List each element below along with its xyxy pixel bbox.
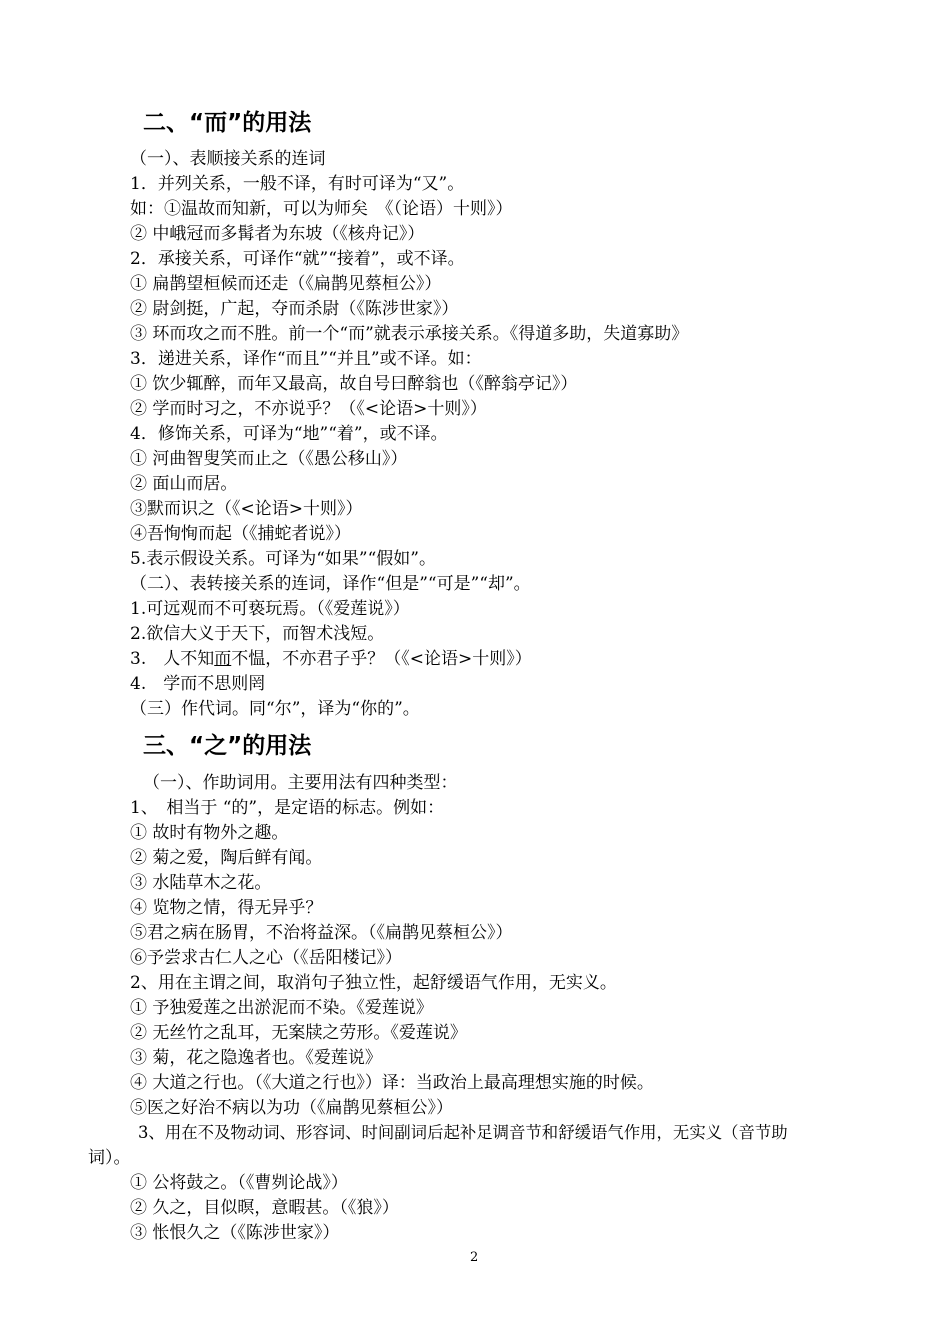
text-line: 2、用在主谓之间，取消句子独立性，起舒缓语气作用，无实义。 xyxy=(130,973,617,993)
text-line: ② 尉剑挺，广起，夺而杀尉（《陈涉世家》） xyxy=(130,299,459,319)
text-line: ⑤医之好治不病以为功（《扁鹊见蔡桓公》） xyxy=(130,1098,453,1118)
text-line: ④ 览物之情，得无异乎？ xyxy=(130,898,323,918)
text-line: ② 中峨冠而多髯者为东坡（《核舟记》） xyxy=(130,224,425,244)
text-line: ② 菊之爱，陶后鲜有闻。 xyxy=(130,848,323,868)
underlined-char: 而 xyxy=(214,649,232,669)
text-line: ③ 菊，花之隐逸者也。《爱莲说》 xyxy=(130,1048,382,1068)
page-number: 2 xyxy=(470,1250,479,1265)
text-line: ① 故时有物外之趣。 xyxy=(130,823,289,843)
text-line: ⑤君之病在肠胃，不治将益深。（《扁鹊见蔡桓公》） xyxy=(130,923,513,943)
text-line: 1．并列关系，一般不译，有时可译为“又”。 xyxy=(130,174,465,194)
text-line: （三）作代词。同“尔”，译为“你的”。 xyxy=(130,699,420,719)
text-line: ① 扁鹊望桓候而还走（《扁鹊见蔡桓公》） xyxy=(130,274,442,294)
text-line: ③ 怅恨久之（《陈涉世家》） xyxy=(130,1223,340,1243)
text-fragment: 3. 人不知 xyxy=(130,649,215,669)
text-line: 1.可远观而不可亵玩焉。（《爱莲说》） xyxy=(130,599,410,619)
text-line: ① 公将鼓之。（《曹刿论战》） xyxy=(130,1173,348,1193)
text-line: 2.欲信大义于天下，而智术浅短。 xyxy=(130,624,385,644)
section-heading-er: 二、“而”的用法 xyxy=(143,110,312,136)
text-line: ⑥予尝求古仁人之心（《岳阳楼记》） xyxy=(130,948,402,968)
text-line: ② 无丝竹之乱耳，无案牍之劳形。《爱莲说》 xyxy=(130,1023,467,1043)
text-line: ② 久之，目似暝，意暇甚。（《狼》） xyxy=(130,1198,399,1218)
text-line: ③ 环而攻之而不胜。前一个“而”就表示承接关系。《得道多助，失道寡助》 xyxy=(130,324,689,344)
text-line: ④吾恂恂而起（《捕蛇者说》） xyxy=(130,524,351,544)
text-line: ② 面山而居。 xyxy=(130,474,238,494)
text-line-emphasis xyxy=(130,648,532,670)
text-line: ③默而识之（《<论语>十则》） xyxy=(130,499,363,519)
text-line: ① 河曲智叟笑而止之（《愚公移山》） xyxy=(130,449,408,469)
text-fragment: 不愠，不亦君子乎？（《<论语>十则》） xyxy=(231,649,532,669)
text-line: 1、 相当于 “的”，是定语的标志。例如： xyxy=(130,798,445,818)
section-heading-zhi: 三、“之”的用法 xyxy=(143,733,312,759)
text-line: ① 饮少辄醉，而年又最高，故自号曰醉翁也（《醉翁亭记》） xyxy=(130,374,578,394)
text-line: 4. 学而不思则罔 xyxy=(130,674,266,694)
text-line: ② 学而时习之，不亦说乎？（《<论语>十则》） xyxy=(130,399,487,419)
text-line: （一）、作助词用。主要用法有四种类型： xyxy=(143,773,458,793)
text-line: 词）。 xyxy=(88,1148,131,1168)
text-line: 5.表示假设关系。可译为“如果”“假如”。 xyxy=(130,549,436,569)
text-line: 3、用在不及物动词、形容词、时间副词后起补足调音节和舒缓语气作用，无实义（音节助 xyxy=(138,1123,788,1142)
text-line: （一）、表顺接关系的连词 xyxy=(130,149,326,169)
text-line: （二）、表转接关系的连词，译作“但是”“可是”“却”。 xyxy=(130,574,531,594)
text-line: 2．承接关系，可译作“就”“接着”，或不译。 xyxy=(130,249,465,269)
text-line: 4．修饰关系，可译为“地”“着”，或不译。 xyxy=(130,424,448,444)
text-line: ④ 大道之行也。（《大道之行也》）译：当政治上最高理想实施的时候。 xyxy=(130,1073,654,1093)
text-line: ③ 水陆草木之花。 xyxy=(130,873,272,893)
text-line: 3．递进关系，译作“而且”“并且”或不译。如： xyxy=(130,349,482,369)
text-line: 如：①温故而知新，可以为师矣 《（论语）十则》） xyxy=(130,199,513,219)
text-line: ① 予独爱莲之出淤泥而不染。《爱莲说》 xyxy=(130,998,433,1018)
